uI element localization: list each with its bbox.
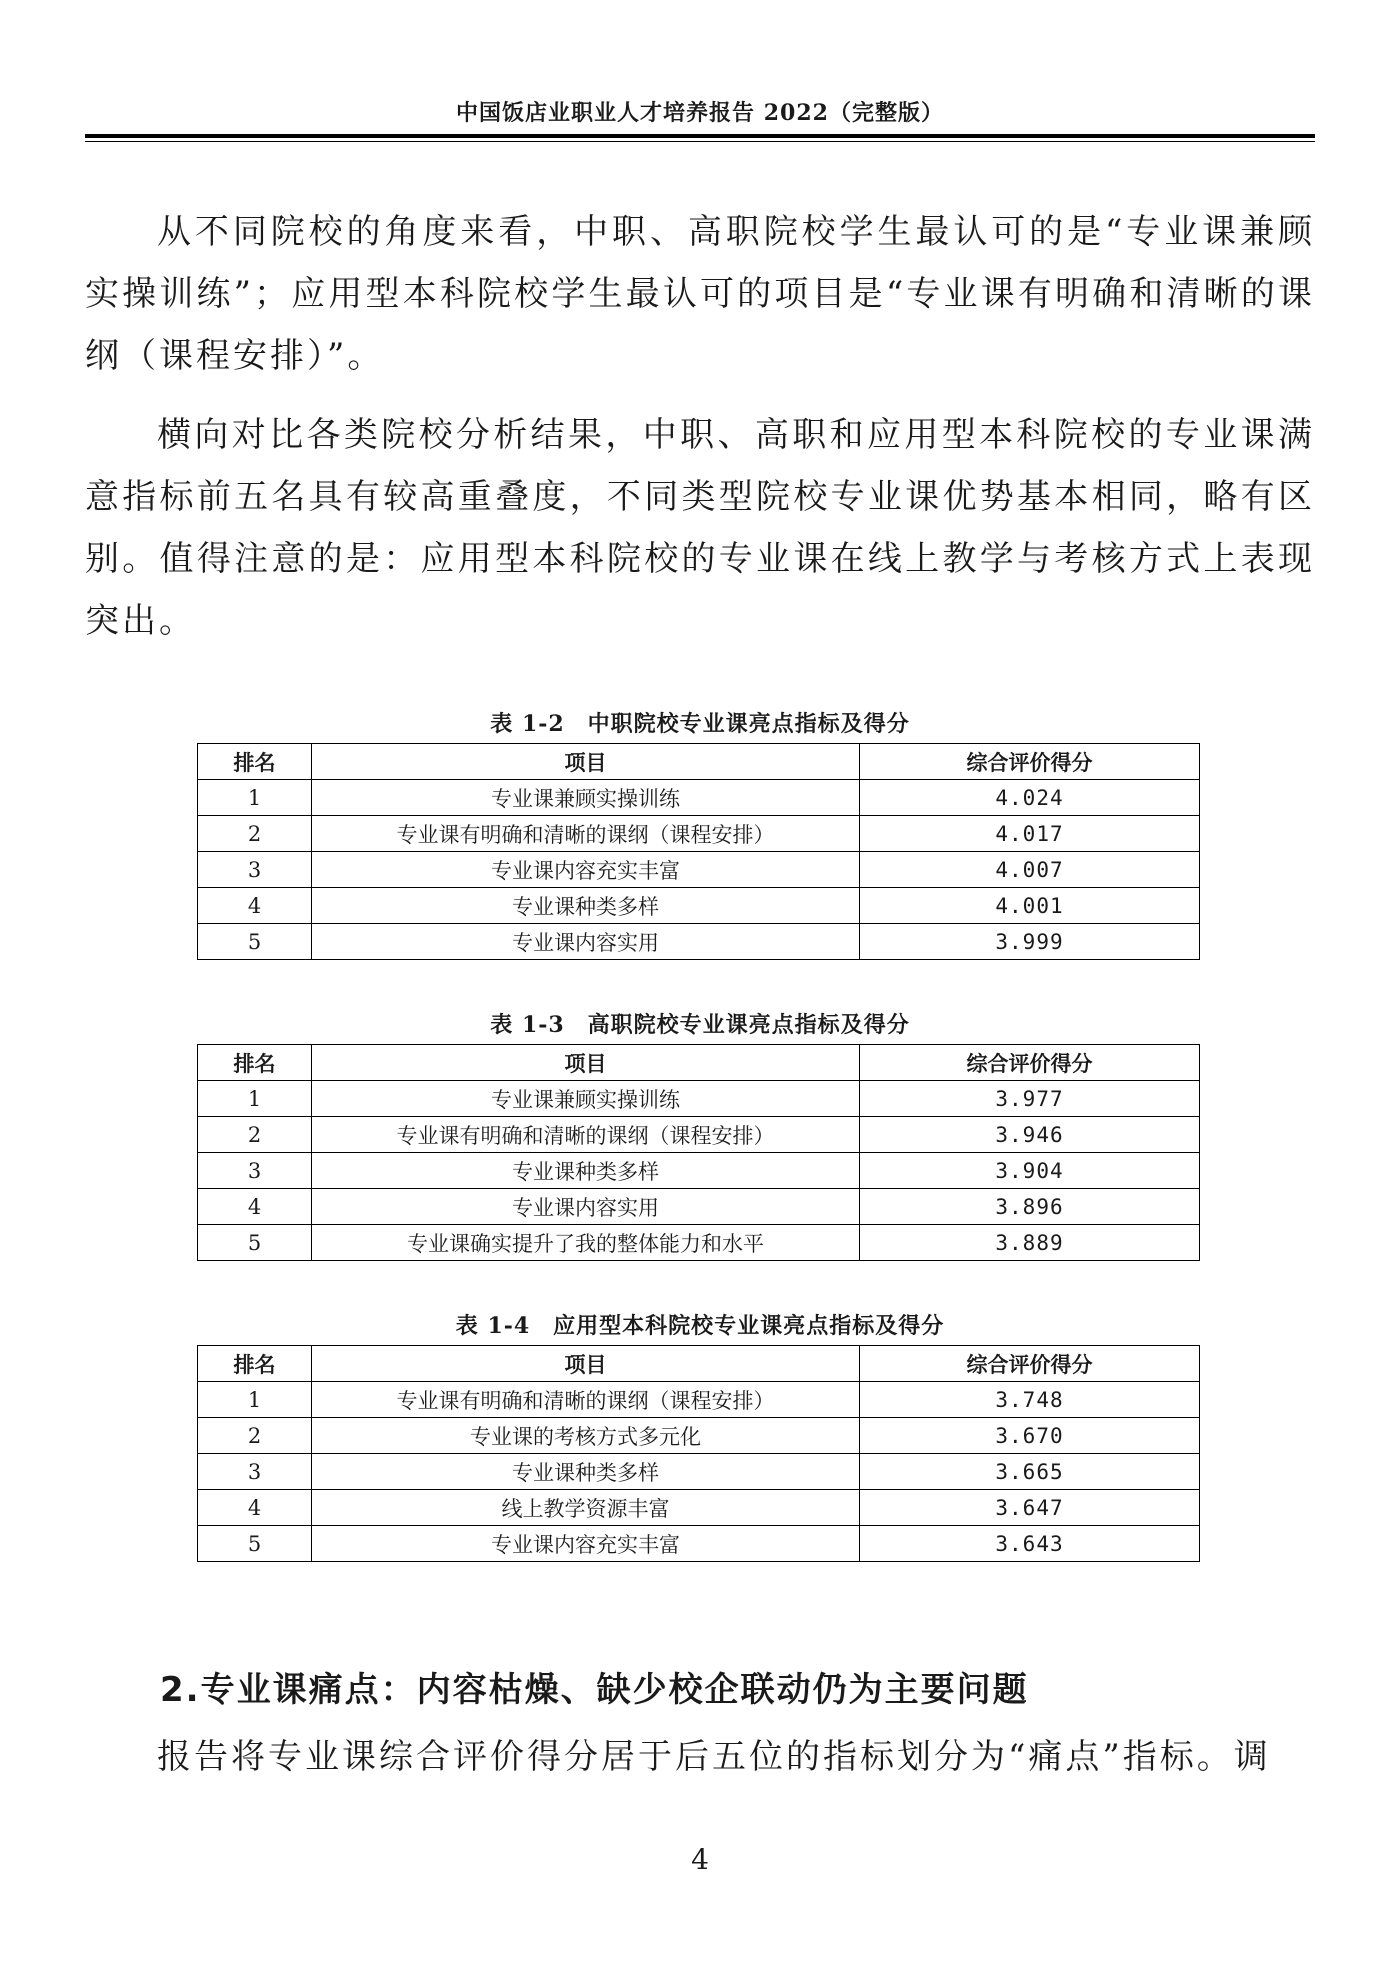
header-score: 综合评价得分 bbox=[860, 1045, 1200, 1081]
table-header-row bbox=[198, 1045, 1200, 1081]
item-cell: 专业课有明确和清晰的课纲（课程安排） bbox=[312, 1382, 860, 1418]
header-rule bbox=[85, 134, 1315, 142]
table-1-3 bbox=[197, 1044, 1200, 1261]
header-item: 项目 bbox=[312, 744, 860, 780]
score-cell: 4.001 bbox=[860, 888, 1200, 924]
rank-cell: 5 bbox=[198, 1526, 312, 1562]
header-item: 项目 bbox=[312, 1346, 860, 1382]
score-cell: 3.647 bbox=[860, 1490, 1200, 1526]
header-rank: 排名 bbox=[198, 744, 312, 780]
table-row bbox=[198, 1454, 1200, 1490]
table-row bbox=[198, 1153, 1200, 1189]
rank-cell: 2 bbox=[198, 816, 312, 852]
paragraph-3: 报告将专业课综合评价得分居于后五位的指标划分为“痛点”指标。调 bbox=[157, 1737, 1271, 1777]
table-caption-1-2: 表 1-2 中职院校专业课亮点指标及得分 bbox=[490, 711, 910, 737]
table-row bbox=[198, 852, 1200, 888]
table-row bbox=[198, 1081, 1200, 1117]
table-row bbox=[198, 816, 1200, 852]
rank-cell: 2 bbox=[198, 1418, 312, 1454]
rank-cell: 3 bbox=[198, 1153, 312, 1189]
score-cell: 3.946 bbox=[860, 1117, 1200, 1153]
item-cell: 专业课内容实用 bbox=[312, 1189, 860, 1225]
score-cell: 3.889 bbox=[860, 1225, 1200, 1261]
rank-cell: 1 bbox=[198, 1081, 312, 1117]
table-row bbox=[198, 1490, 1200, 1526]
table-row bbox=[198, 1117, 1200, 1153]
table-1-2 bbox=[197, 743, 1200, 960]
score-cell: 3.904 bbox=[860, 1153, 1200, 1189]
rank-cell: 3 bbox=[198, 1454, 312, 1490]
header-score: 综合评价得分 bbox=[860, 744, 1200, 780]
item-cell: 专业课种类多样 bbox=[312, 1454, 860, 1490]
table-row bbox=[198, 1526, 1200, 1562]
table-row bbox=[198, 888, 1200, 924]
table-caption-1-3: 表 1-3 高职院校专业课亮点指标及得分 bbox=[490, 1012, 910, 1038]
table-row bbox=[198, 1189, 1200, 1225]
item-cell: 专业课确实提升了我的整体能力和水平 bbox=[312, 1225, 860, 1261]
table-header-row bbox=[198, 1346, 1200, 1382]
table-row bbox=[198, 1418, 1200, 1454]
score-cell: 3.896 bbox=[860, 1189, 1200, 1225]
paragraph-2: 横向对比各类院校分析结果，中职、高职和应用型本科院校的专业课满意指标前五名具有较高重叠度，不同类型院校专业课优势基本相同，略有区别。值得注意的是：应用型本科院校的专业课在线上教学与考核方式上表现突出。 bbox=[85, 415, 1315, 641]
score-cell: 3.748 bbox=[860, 1382, 1200, 1418]
table-header-row bbox=[198, 744, 1200, 780]
paragraph-1: 从不同院校的角度来看，中职、高职院校学生最认可的是“专业课兼顾实操训练”；应用型本科院校学生最认可的项目是“专业课有明确和清晰的课纲（课程安排）”。 bbox=[85, 212, 1315, 376]
table-row bbox=[198, 780, 1200, 816]
rank-cell: 3 bbox=[198, 852, 312, 888]
item-cell: 专业课种类多样 bbox=[312, 888, 860, 924]
table-row bbox=[198, 924, 1200, 960]
rank-cell: 1 bbox=[198, 780, 312, 816]
table-row bbox=[198, 1225, 1200, 1261]
score-cell: 3.665 bbox=[860, 1454, 1200, 1490]
item-cell: 专业课兼顾实操训练 bbox=[312, 1081, 860, 1117]
rank-cell: 5 bbox=[198, 1225, 312, 1261]
page-number: 4 bbox=[691, 1843, 709, 1876]
rank-cell: 5 bbox=[198, 924, 312, 960]
item-cell: 专业课的考核方式多元化 bbox=[312, 1418, 860, 1454]
table-caption-1-4: 表 1-4 应用型本科院校专业课亮点指标及得分 bbox=[455, 1313, 945, 1339]
item-cell: 专业课有明确和清晰的课纲（课程安排） bbox=[312, 1117, 860, 1153]
rank-cell: 4 bbox=[198, 1490, 312, 1526]
rank-cell: 4 bbox=[198, 888, 312, 924]
page-header-title: 中国饭店业职业人才培养报告 2022（完整版） bbox=[456, 100, 944, 126]
item-cell: 专业课有明确和清晰的课纲（课程安排） bbox=[312, 816, 860, 852]
score-cell: 4.017 bbox=[860, 816, 1200, 852]
item-cell: 专业课内容充实丰富 bbox=[312, 852, 860, 888]
header-score: 综合评价得分 bbox=[860, 1346, 1200, 1382]
table-row bbox=[198, 1382, 1200, 1418]
section-heading: 2.专业课痛点：内容枯燥、缺少校企联动仍为主要问题 bbox=[160, 1670, 1029, 1710]
rank-cell: 1 bbox=[198, 1382, 312, 1418]
score-cell: 3.977 bbox=[860, 1081, 1200, 1117]
item-cell: 专业课种类多样 bbox=[312, 1153, 860, 1189]
item-cell: 专业课内容充实丰富 bbox=[312, 1526, 860, 1562]
rank-cell: 2 bbox=[198, 1117, 312, 1153]
score-cell: 3.643 bbox=[860, 1526, 1200, 1562]
item-cell: 专业课兼顾实操训练 bbox=[312, 780, 860, 816]
score-cell: 3.999 bbox=[860, 924, 1200, 960]
item-cell: 专业课内容实用 bbox=[312, 924, 860, 960]
item-cell: 线上教学资源丰富 bbox=[312, 1490, 860, 1526]
header-rank: 排名 bbox=[198, 1045, 312, 1081]
rank-cell: 4 bbox=[198, 1189, 312, 1225]
score-cell: 3.670 bbox=[860, 1418, 1200, 1454]
score-cell: 4.007 bbox=[860, 852, 1200, 888]
header-item: 项目 bbox=[312, 1045, 860, 1081]
score-cell: 4.024 bbox=[860, 780, 1200, 816]
table-1-4 bbox=[197, 1345, 1200, 1562]
header-rank: 排名 bbox=[198, 1346, 312, 1382]
